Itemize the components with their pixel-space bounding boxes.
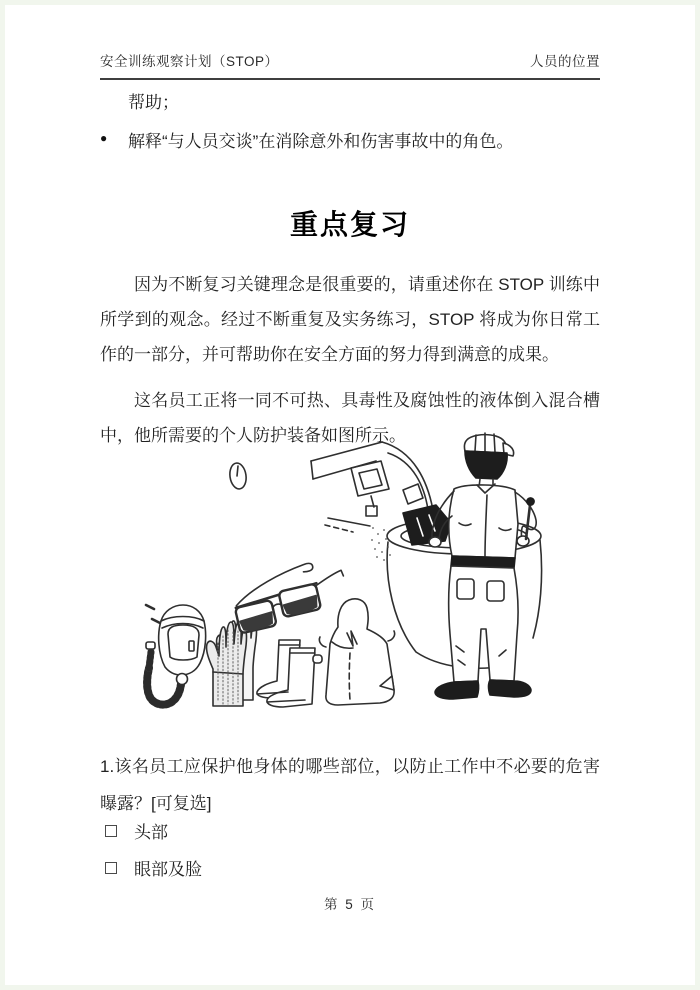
checkbox-unchecked[interactable] xyxy=(105,862,117,874)
body-paragraph: 因为不断复习关键理念是很重要的，请重述你在 STOP 训练中所学到的观念。经过不断重复及实务练习，STOP 将成为你日常工作的一部分，并可帮助你在安全方面的努力得到满意的成果。 xyxy=(100,275,600,364)
option-row-eyes-face xyxy=(100,849,600,886)
section-heading: 重点复习 xyxy=(289,208,410,240)
list-continuation-line: 帮助； xyxy=(128,93,179,112)
rubber-boots-icon xyxy=(257,640,322,707)
option-label: 头部 xyxy=(134,823,168,842)
splash-mark xyxy=(228,462,247,490)
option-label: 眼部及脸 xyxy=(134,860,202,879)
option-row-head xyxy=(100,812,600,849)
bullet-item-text: 解释“与人员交谈”在消除意外和伤害事故中的角色。 xyxy=(128,132,514,151)
apron-icon xyxy=(319,599,394,705)
question-text: 1.该名员工应保护他身体的哪些部位，以防止工作中不必要的危害曝露？[可复选] xyxy=(100,757,600,813)
ppe-illustration-svg xyxy=(85,428,565,720)
bullet-icon: ● xyxy=(100,131,108,145)
page-footer xyxy=(0,893,700,913)
header-left-title: 安全训练观察计划（STOP） xyxy=(100,54,279,69)
ppe-illustration xyxy=(85,428,565,720)
header-right-title: 人员的位置 xyxy=(530,54,600,69)
page-header xyxy=(100,50,600,80)
bullet-item xyxy=(100,127,600,152)
respirator-icon xyxy=(146,605,206,705)
body-paragraph: 这名员工正将一同不可热、具毒性及腐蚀性的液体倒入混合槽中，他所需要的个人防护装备如图所示。 xyxy=(100,391,600,445)
page-number: 第 5 页 xyxy=(323,897,376,912)
question-options xyxy=(100,812,600,886)
worker-figure xyxy=(429,433,536,699)
safety-glasses-icon xyxy=(229,556,351,633)
checkbox-unchecked[interactable] xyxy=(105,825,117,837)
